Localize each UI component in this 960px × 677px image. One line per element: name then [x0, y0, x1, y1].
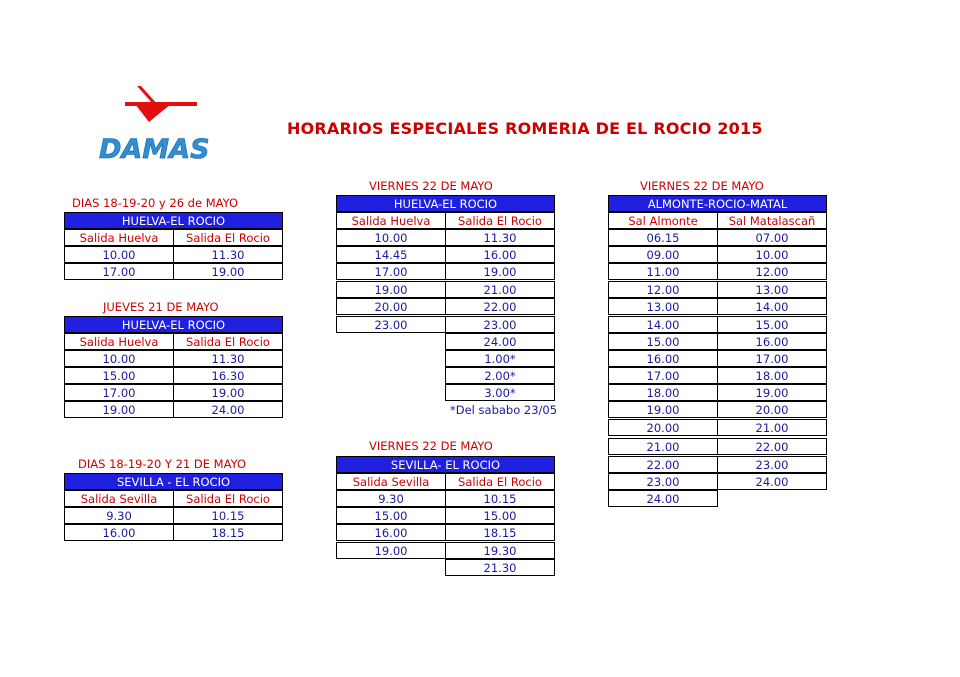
t2-cell: 11.30 — [173, 350, 283, 367]
t2-col-header: Salida Huelva — [64, 333, 174, 350]
t6-cell: 19.00 — [717, 384, 827, 401]
t4-cell: 19.00 — [445, 263, 555, 280]
t6-cell: 14.00 — [717, 298, 827, 315]
t4-caption: VIERNES 22 DE MAYO — [369, 179, 493, 193]
t2-route-header: HUELVA-EL ROCIO — [64, 316, 283, 333]
damas-arrow-icon — [95, 82, 230, 167]
t4-cell: 11.30 — [445, 229, 555, 246]
t2-cell: 16.30 — [173, 367, 283, 384]
t2-cell: 10.00 — [64, 350, 174, 367]
t4-cell: 2.00* — [445, 367, 555, 384]
t6-cell: 12.00 — [608, 281, 718, 298]
t4-cell: 10.00 — [336, 229, 446, 246]
t6-caption: VIERNES 22 DE MAYO — [640, 179, 764, 193]
t3-route-header: SEVILLA - EL ROCIO — [64, 473, 283, 490]
svg-text:DAMAS: DAMAS — [99, 134, 210, 165]
t2-caption: JUEVES 21 DE MAYO — [103, 300, 219, 314]
t4-cell: 16.00 — [445, 246, 555, 263]
t5-caption: VIERNES 22 DE MAYO — [369, 439, 493, 453]
t5-cell: 15.00 — [445, 507, 555, 524]
t4-cell: 23.00 — [336, 316, 446, 333]
t6-cell: 17.00 — [608, 367, 718, 384]
t6-cell: 17.00 — [717, 350, 827, 367]
t6-cell: 13.00 — [608, 298, 718, 315]
t6-cell: 24.00 — [608, 490, 718, 507]
t3-cell: 9.30 — [64, 507, 174, 524]
t6-route-header: ALMONTE-ROCIO-MATAL — [608, 195, 827, 212]
t6-cell: 10.00 — [717, 246, 827, 263]
t6-cell: 12.00 — [717, 263, 827, 280]
t5-cell: 15.00 — [336, 507, 446, 524]
t4-footnote: *Del sababo 23/05 — [450, 403, 558, 417]
t4-cell: 21.00 — [445, 281, 555, 298]
t2-cell: 24.00 — [173, 401, 283, 418]
t5-cell: 10.15 — [445, 490, 555, 507]
t4-cell: 1.00* — [445, 350, 555, 367]
t1-col-header: Salida Huelva — [64, 229, 174, 246]
t2-col-header: Salida El Rocio — [173, 333, 283, 350]
t2-cell: 19.00 — [64, 401, 174, 418]
t6-cell: 16.00 — [608, 350, 718, 367]
t3-cell: 10.15 — [173, 507, 283, 524]
t6-cell: 15.00 — [608, 333, 718, 350]
t6-cell: 21.00 — [608, 438, 718, 455]
t1-col-header: Salida El Rocio — [173, 229, 283, 246]
t6-cell: 09.00 — [608, 246, 718, 263]
t6-cell: 23.00 — [717, 456, 827, 473]
t5-col-header: Salida El Rocio — [445, 473, 555, 490]
t4-cell: 14.45 — [336, 246, 446, 263]
t4-cell: 17.00 — [336, 263, 446, 280]
t5-cell: 9.30 — [336, 490, 446, 507]
t6-cell: 11.00 — [608, 263, 718, 280]
t6-cell: 22.00 — [608, 456, 718, 473]
t6-cell: 23.00 — [608, 473, 718, 490]
t1-route-header: HUELVA-EL ROCIO — [64, 212, 283, 229]
t1-cell: 17.00 — [64, 263, 174, 280]
t3-col-header: Salida Sevilla — [64, 490, 174, 507]
t5-cell: 18.15 — [445, 524, 555, 541]
t1-caption: DIAS 18-19-20 y 26 de MAYO — [72, 196, 239, 210]
t3-caption: DIAS 18-19-20 Y 21 DE MAYO — [78, 457, 247, 471]
t5-cell: 19.00 — [336, 542, 446, 559]
t6-cell: 15.00 — [717, 316, 827, 333]
t4-col-header: Salida El Rocio — [445, 212, 555, 229]
t1-cell: 10.00 — [64, 246, 174, 263]
t6-cell: 13.00 — [717, 281, 827, 298]
t4-route-header: HUELVA-EL ROCIO — [336, 195, 555, 212]
t6-col-header: Sal Almonte — [608, 212, 718, 229]
t4-cell: 19.00 — [336, 281, 446, 298]
page-title: HORARIOS ESPECIALES ROMERIA DE EL ROCIO 2015 — [287, 119, 763, 138]
t4-cell: 22.00 — [445, 298, 555, 315]
t5-route-header: SEVILLA- EL ROCIO — [336, 456, 555, 473]
t3-cell: 16.00 — [64, 524, 174, 541]
t4-cell: 23.00 — [445, 316, 555, 333]
t6-cell: 19.00 — [608, 401, 718, 418]
t6-cell: 20.00 — [608, 419, 718, 436]
t5-col-header: Salida Sevilla — [336, 473, 446, 490]
t6-col-header: Sal Matalascañ — [717, 212, 827, 229]
t2-cell: 17.00 — [64, 384, 174, 401]
t6-cell: 07.00 — [717, 229, 827, 246]
t2-cell: 19.00 — [173, 384, 283, 401]
t6-cell: 21.00 — [717, 419, 827, 436]
t6-cell: 14.00 — [608, 316, 718, 333]
t6-cell: 18.00 — [717, 367, 827, 384]
t5-cell: 21.30 — [445, 559, 555, 576]
t4-cell: 24.00 — [445, 333, 555, 350]
t1-cell: 11.30 — [173, 246, 283, 263]
t4-cell: 3.00* — [445, 384, 555, 401]
t4-col-header: Salida Huelva — [336, 212, 446, 229]
t2-cell: 15.00 — [64, 367, 174, 384]
t6-cell: 06.15 — [608, 229, 718, 246]
t6-cell: 24.00 — [717, 473, 827, 490]
t3-col-header: Salida El Rocio — [173, 490, 283, 507]
t3-cell: 18.15 — [173, 524, 283, 541]
t5-cell: 19.30 — [445, 542, 555, 559]
t6-cell: 18.00 — [608, 384, 718, 401]
t1-cell: 19.00 — [173, 263, 283, 280]
t6-cell: 22.00 — [717, 438, 827, 455]
t6-cell: 20.00 — [717, 401, 827, 418]
t4-cell: 20.00 — [336, 298, 446, 315]
t6-cell: 16.00 — [717, 333, 827, 350]
damas-logo — [95, 82, 230, 167]
t5-cell: 16.00 — [336, 524, 446, 541]
